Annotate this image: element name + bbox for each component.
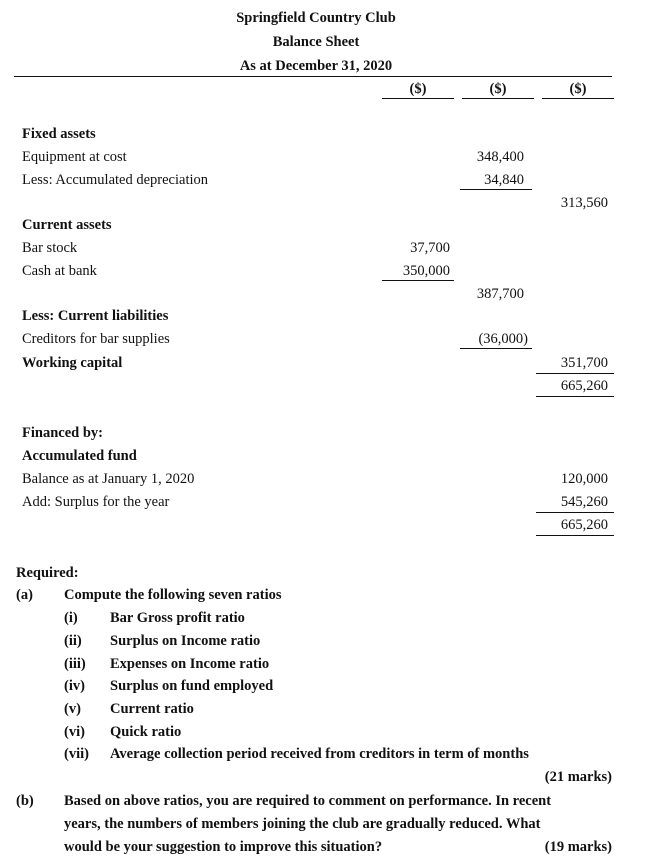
part-b-line-2: years, the numbers of members joining the club are gradually reduced. What (64, 816, 541, 832)
ratio-item-text: Surplus on fund employed (110, 678, 274, 694)
surplus-underline (536, 512, 614, 513)
required-heading: Required: (16, 565, 79, 581)
net-assets-total: 665,260 (560, 378, 608, 394)
ratio-item-text: Surplus on Income ratio (110, 633, 261, 649)
statement-title: Balance Sheet (272, 34, 360, 50)
net-assets-double-rule-top (536, 396, 614, 397)
ratio-item-number: (iii) (64, 656, 86, 672)
part-a-marks: (21 marks) (544, 769, 612, 785)
surplus-label: Add: Surplus for the year (22, 494, 170, 510)
column-heading-3: ($) (569, 81, 587, 97)
part-b-label: (b) (16, 793, 34, 809)
cash-at-bank-value: 350,000 (402, 263, 450, 279)
ratio-item-number: (vi) (64, 724, 85, 740)
current-liabilities-heading: Less: Current liabilities (22, 308, 169, 324)
column-heading-2: ($) (489, 81, 507, 97)
ratio-item-number: (v) (64, 701, 81, 717)
part-b-marks: (19 marks) (544, 839, 612, 855)
fund-total: 665,260 (560, 517, 608, 533)
current-assets-total: 387,700 (476, 286, 524, 302)
depreciation-value: 34,840 (484, 172, 524, 188)
accumulated-fund-heading: Accumulated fund (22, 448, 137, 464)
bar-stock-value: 37,700 (410, 240, 450, 256)
financed-by-heading: Financed by: (22, 425, 103, 441)
ratio-item-text: Current ratio (110, 701, 194, 717)
statement-date: As at December 31, 2020 (239, 58, 393, 74)
working-capital-label: Working capital (22, 355, 123, 371)
ratio-item-text: Quick ratio (110, 724, 182, 740)
column-underline-2 (462, 98, 534, 99)
opening-balance-value: 120,000 (560, 471, 608, 487)
creditors-value: (36,000) (478, 331, 528, 347)
cash-at-bank-label: Cash at bank (22, 263, 97, 279)
ratio-item-text: Expenses on Income ratio (110, 656, 270, 672)
fund-total-rule (536, 535, 614, 536)
ratio-item-number: (ii) (64, 633, 82, 649)
cash-underline (382, 280, 454, 281)
current-assets-heading: Current assets (22, 217, 112, 233)
ratio-item-text: Bar Gross profit ratio (110, 610, 245, 626)
surplus-value: 545,260 (560, 494, 608, 510)
working-capital-value: 351,700 (560, 355, 608, 371)
part-a-label: (a) (16, 587, 33, 603)
ratio-item-number: (i) (64, 610, 78, 626)
part-a-intro: Compute the following seven ratios (64, 587, 282, 603)
creditors-underline (460, 348, 532, 349)
club-name: Springfield Country Club (236, 10, 396, 26)
fixed-assets-total: 313,560 (560, 195, 608, 211)
creditors-label: Creditors for bar supplies (22, 331, 170, 347)
depreciation-label: Less: Accumulated depreciation (22, 172, 209, 188)
part-b-line-1: Based on above ratios, you are required to comment on performance. In recent (64, 793, 552, 809)
depreciation-underline (460, 189, 532, 190)
column-underline-1 (382, 98, 454, 99)
ratio-item-number: (iv) (64, 678, 85, 694)
working-capital-underline (536, 373, 614, 374)
header-rule (14, 76, 612, 77)
fixed-assets-heading: Fixed assets (22, 126, 96, 142)
equipment-value: 348,400 (476, 149, 524, 165)
ratio-item-text: Average collection period received from creditors in term of months (110, 746, 529, 762)
column-underline-3 (542, 98, 614, 99)
column-heading-1: ($) (409, 81, 427, 97)
ratio-item-number: (vii) (64, 746, 89, 762)
equipment-label: Equipment at cost (22, 149, 127, 165)
bar-stock-label: Bar stock (22, 240, 78, 256)
opening-balance-label: Balance as at January 1, 2020 (22, 471, 195, 487)
part-b-line-3: would be your suggestion to improve this situation? (64, 839, 383, 855)
